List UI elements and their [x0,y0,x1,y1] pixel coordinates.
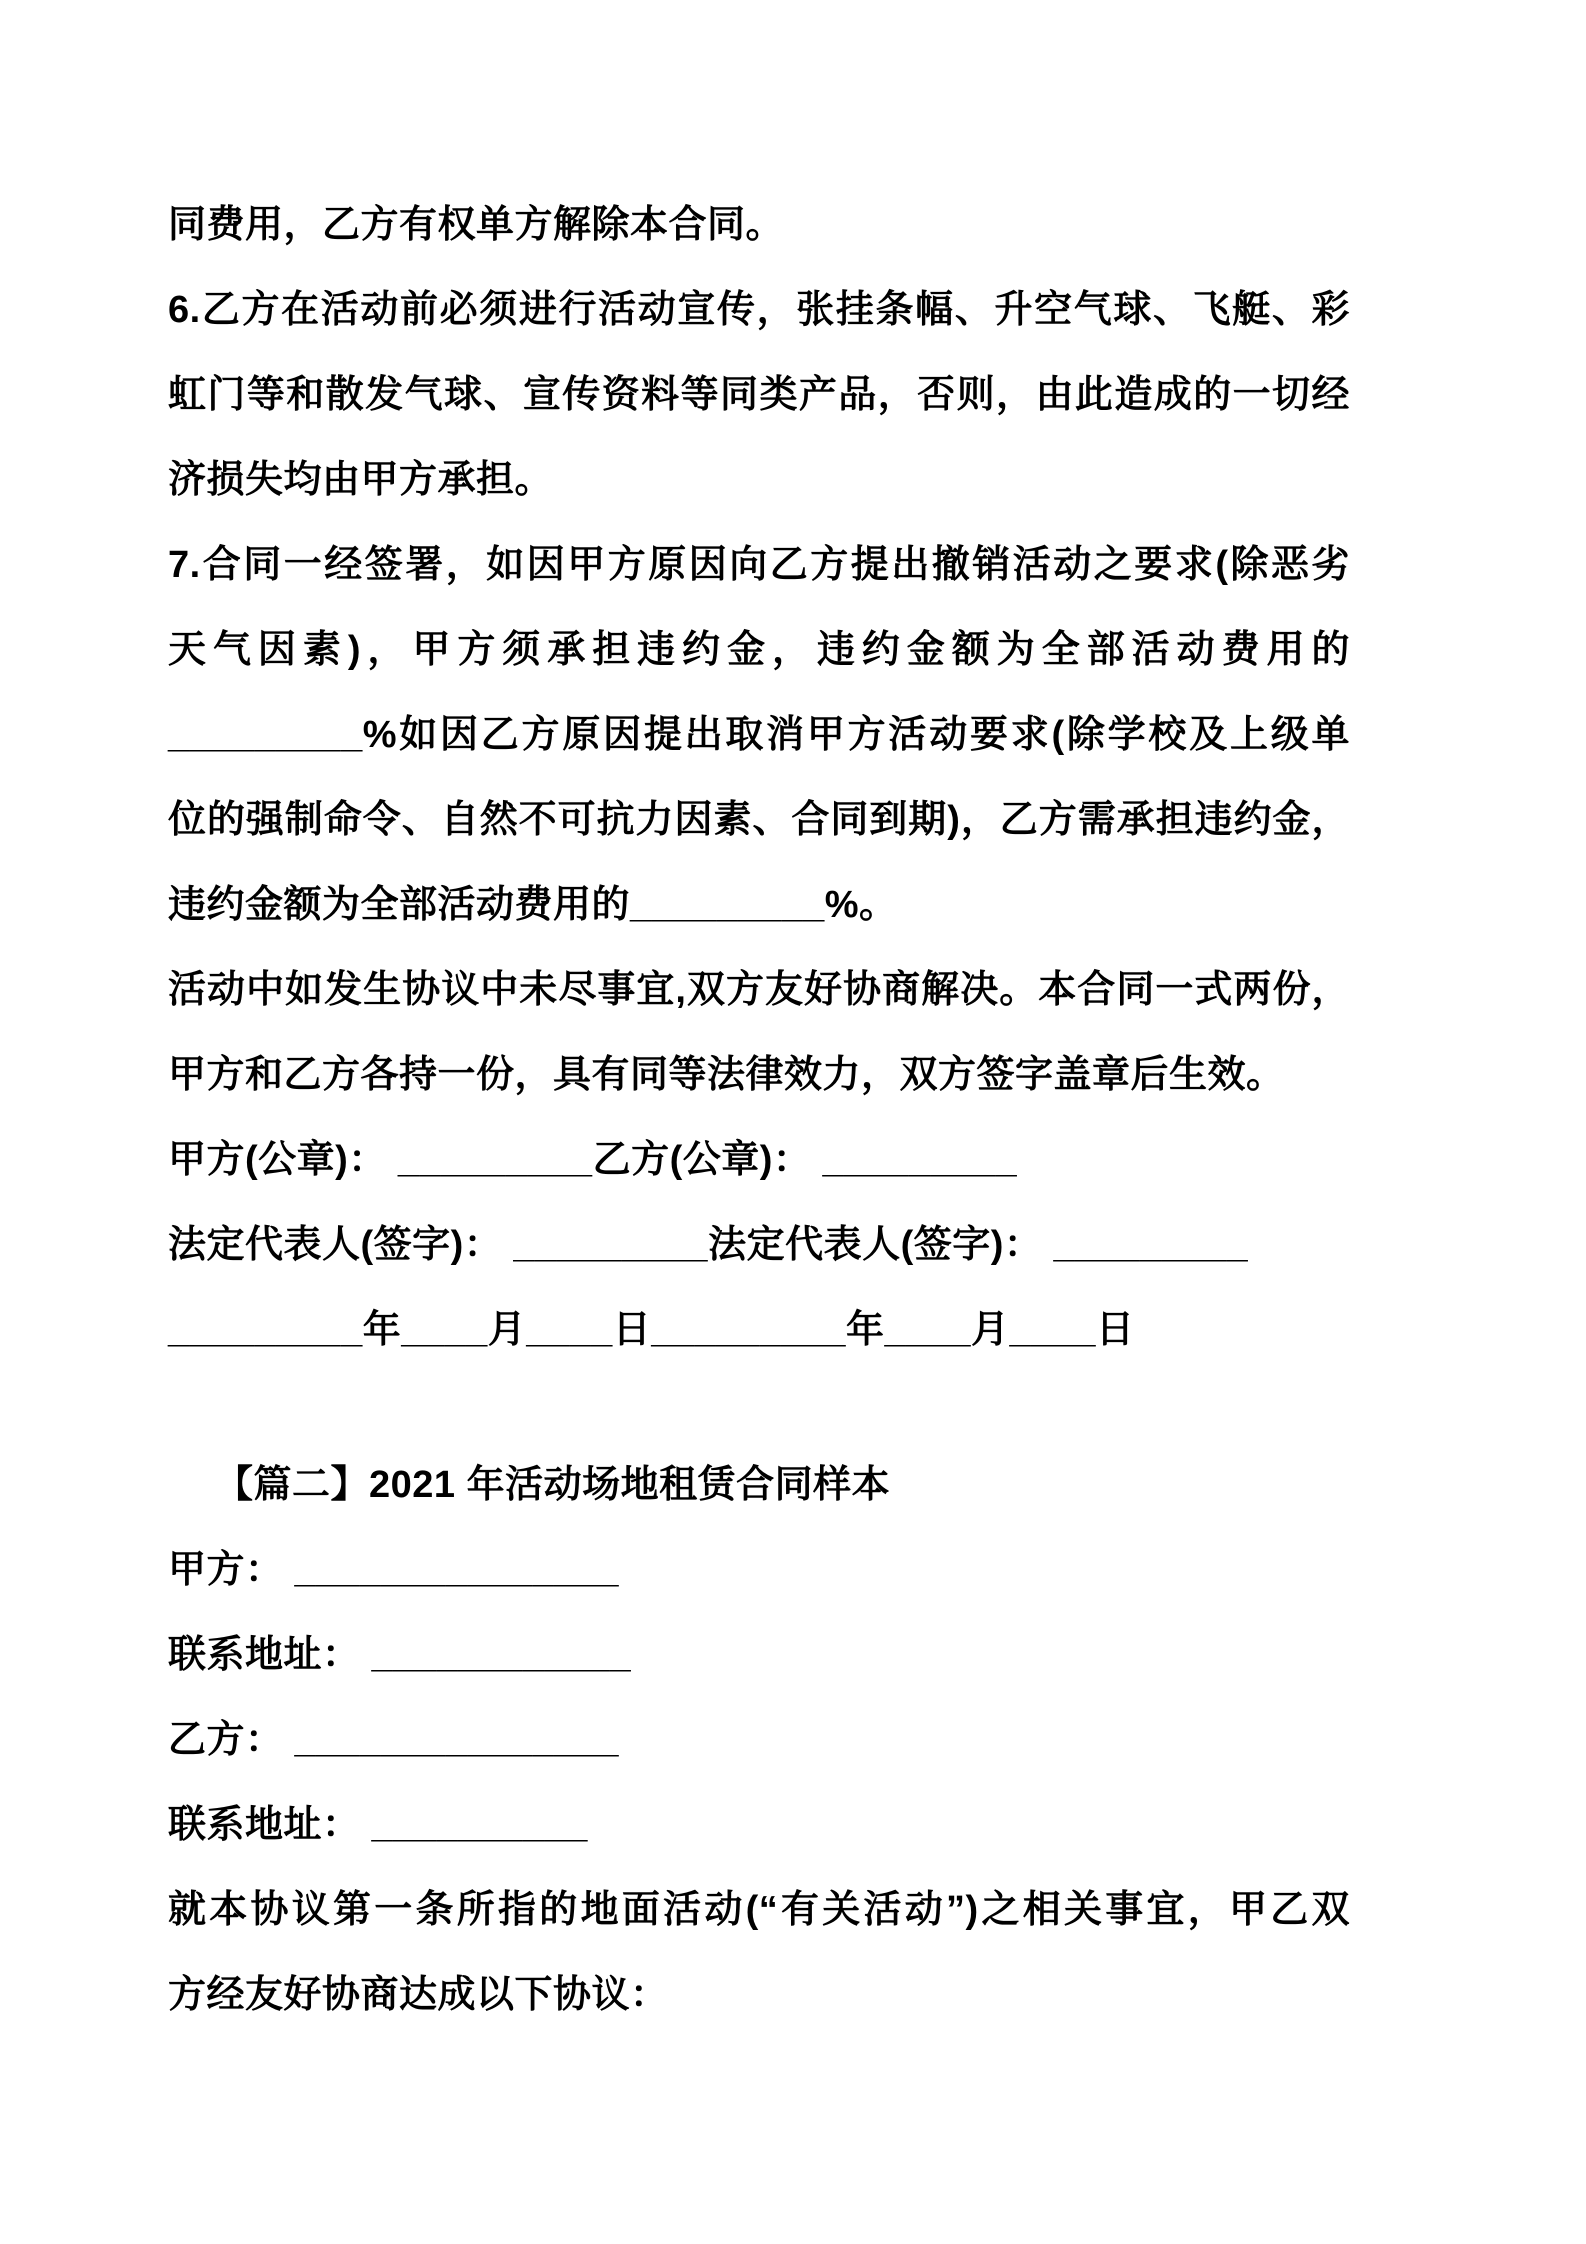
text-line: _________%如因乙方原因提出取消甲方活动要求(除学校及上级单 [168,714,1350,756]
text-line: 联系地址： __________ [168,1804,588,1846]
text-line: 虹门等和散发气球、宣传资料等同类产品，否则，由此造成的一切经 [168,374,1350,416]
text-line: 方经友好协商达成以下协议： [168,1974,669,2016]
paragraph-spacer [168,1373,1350,1443]
text-line: _________年____月____日_________年____月____日 [168,1309,1135,1351]
text-line: 甲方： _______________ [168,1549,620,1591]
text-line: 甲方(公章)： _________乙方(公章)： _________ [168,1139,1018,1181]
text-line: 法定代表人(签字)： _________法定代表人(签字)： _________ [168,1224,1249,1266]
document-body [168,183,1350,2038]
text-line: 济损失均由甲方承担。 [168,459,554,501]
text-line: 天气因素)，甲方须承担违约金，违约金额为全部活动费用的 [168,629,1350,671]
text-line: 7.合同一经签署，如因甲方原因向乙方提出撤销活动之要求(除恶劣 [168,544,1350,586]
text-line: 违约金额为全部活动费用的_________%。 [168,884,898,926]
text-line: 联系地址： ____________ [168,1634,632,1676]
text-line: 甲方和乙方各持一份，具有同等法律效力，双方签字盖章后生效。 [168,1054,1285,1096]
text-line: 6.乙方在活动前必须进行活动宣传，张挂条幅、升空气球、飞艇、彩 [168,289,1350,331]
text-line: 活动中如发生协议中未尽事宜,双方友好协商解决。本合同一式两份， [168,969,1350,1011]
section-heading: 【篇二】2021 年活动场地租赁合同样本 [215,1464,891,1506]
text-line: 就本协议第一条所指的地面活动(“有关活动”)之相关事宜，甲乙双 [168,1889,1350,1931]
text-line: 乙方： _______________ [168,1719,620,1761]
text-line: 位的强制命令、自然不可抗力因素、合同到期)，乙方需承担违约金， [168,799,1350,841]
text-line: 同费用，乙方有权单方解除本合同。 [168,204,785,246]
